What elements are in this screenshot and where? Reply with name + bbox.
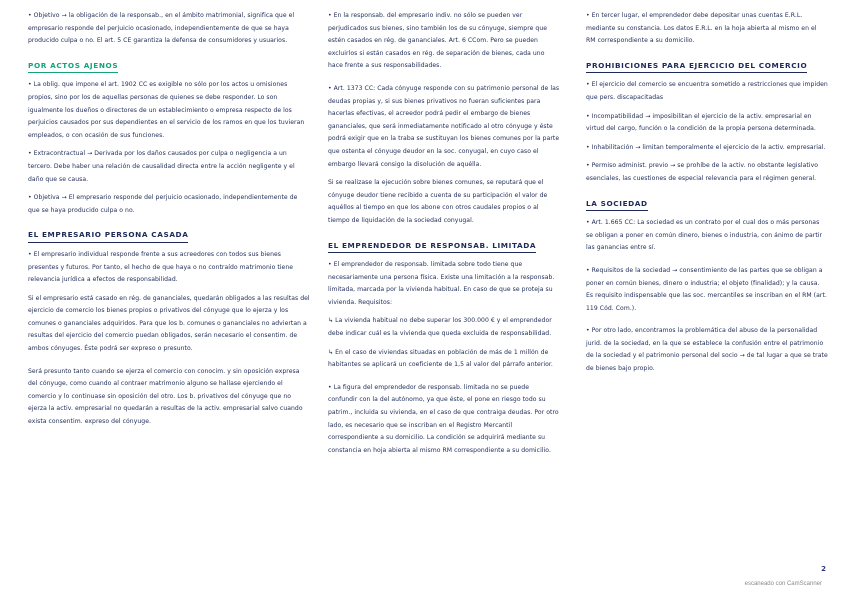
section-heading-text: EL EMPRESARIO PERSONA CASADA bbox=[28, 229, 188, 243]
paragraph: Si se realizase la ejecución sobre bienes comunes, se reputará que el cónyuge deudor tiene recibido a cuenta de su participación el valor de aquéllos al tiempo en que los abone con otros caudales propios o al tiempo de liquidación de la sociedad conyugal. bbox=[328, 179, 548, 224]
paragraph: • Incompatibilidad → imposibilitan el ejercicio de la activ. empresarial en virtud del cargo, función o la condición de la propia persona determinada. bbox=[586, 112, 816, 133]
paragraph: • Inhabilitación → limitan temporalmente el ejercicio de la activ. empresarial. bbox=[586, 143, 826, 151]
column-middle bbox=[328, 10, 560, 463]
paragraph: • Objetiva → El empresario responde del perjuicio ocasionado, independientemente de que se haya producido culpa o no. bbox=[28, 194, 298, 214]
paragraph: Será presunto tanto cuando se ejerza el comercio con conocim. y sin oposición expresa del cónyuge, como cuando al contraer matrimonio alguno se hallase ejerciendo el comercio y lo continuase sin oposición del otro. Los b. privativos del cónyuge que no ejerza la activ. empresarial no quedarán a resultas de la activ. empresarial salvo cuando exista consentim. expreso del cónyuge. bbox=[28, 367, 303, 426]
section-heading-text: PROHIBICIONES PARA EJERCICIO DEL COMERCIO bbox=[586, 60, 807, 74]
paragraph: • Art. 1.665 CC: La sociedad es un contrato por el cual dos o más personas se obligan a poner en común dinero, bienes o industria, con ánimo de partir las ganancias entre sí. bbox=[586, 219, 823, 252]
section-heading bbox=[28, 60, 310, 74]
paragraph: • El empresario individual responde frente a sus acreedores con todos sus bienes presentes y futuros. Por tanto, el hecho de que haya o no contraído matrimonio tiene relevancia jurídica a efectos de responsabilidad. bbox=[28, 250, 294, 284]
paragraph: ↳ La vivienda habitual no debe superar los 300.000 € y el emprendedor debe indicar cuál es la vivienda que queda excluida de responsabilidad. bbox=[328, 317, 552, 338]
paragraph: • Permiso administ. previo → se prohíbe de la activ. no obstante legislativo esenciales, las cuestiones de especial relevancia para el régimen general. bbox=[586, 162, 819, 182]
paragraph: • El ejercicio del comercio se encuentra sometido a restricciones que impiden que pers. discapacitadas bbox=[586, 81, 828, 101]
section-heading bbox=[586, 198, 828, 212]
section-heading-text: LA SOCIEDAD bbox=[586, 198, 648, 212]
paragraph: • Extracontractual → Derivada por los daños causados por culpa o negligencia a un tercero. Debe haber una relación de causalidad directa entre la acción negligente y el daño que se causa. bbox=[28, 150, 295, 183]
paragraph: • El emprendedor de responsab. limitada sobre todo tiene que necesariamente una persona física. Existe una limitación a la responsab. limitada, marcada por la vivienda habitual. En caso de que se proteja su vivienda. Requisitos: bbox=[328, 261, 555, 306]
paragraph: • En la responsab. del empresario indiv. no sólo se pueden ver perjudicados sus bienes, sino también los de su cónyuge, siempre que estén casados en rég. de gananciales. Art. 6 CCom. Pero se pueden excluirlos si están casados en rég. de separación de bienes, cada uno hace frente a sus responsabilidades. bbox=[328, 12, 548, 70]
paragraph: ↳ En el caso de viviendas situadas en población de más de 1 millón de habitantes se aplicará un coeficiente de 1,5 al valor del párrafo anterior. bbox=[328, 348, 553, 369]
paragraph: • La figura del emprendedor de responsab. limitada no se puede confundir con la del autónomo, ya que éste, el pone en riesgo todo su patrim., incluida su vivienda, en el caso de que contraiga deudas. Por otro lado, es necesario que se inscriban en el Registro Mercantil correspondiente a su domicilio. La condición se adquirirá mediante su constancia en hoja abierta al mismo RM correspondiente a su domicilio. bbox=[328, 383, 559, 454]
section-heading bbox=[28, 229, 310, 243]
paragraph: • Requisitos de la sociedad → consentimiento de las partes que se obligan a poner en común bienes, dinero o industria; el objeto (finalidad); y la causa. Es requisito indispensable que las soc. mercantiles se inscriban en el RM (art. 119 Cód. Com.). bbox=[586, 266, 827, 312]
section-heading bbox=[586, 60, 828, 74]
paragraph: • La oblig. que impone el art. 1902 CC es exigible no sólo por los actos u omisiones propios, sino por los de aquellas personas de quienes se debe responder. Lo son igualmente los dueños o directores de un establecimiento o empresa respecto de los perjuicios causados por sus dependientes en el servicio de los ramos en que los tuvieran empleados, o con ocasión de sus funciones. bbox=[28, 81, 305, 139]
paragraph: • Art. 1373 CC: Cada cónyuge responde con su patrimonio personal de las deudas propias y, si sus bienes privativos no fueran suficientes para hacerlas efectivas, el acreedor podrá pedir el embargo de bienes gananciales, que será inmediatamente notificado al otro cónyuge y éste podrá exigir que en la traba se sustituyan los bienes comunes por la parte que ostenta el cónyuge deudor en la soc. conyugal, en cuyo caso el embargo llevará consigo la disolución de aquélla. bbox=[328, 84, 560, 168]
section-heading-text: EL EMPRENDEDOR DE RESPONSAB. LIMITADA bbox=[328, 240, 536, 254]
section-heading bbox=[328, 240, 560, 254]
paragraph: • Por otro lado, encontramos la problemática del abuso de la personalidad jurid. de la sociedad, en la que se establece la confusión entre el patrimonio de la sociedad y el patrimonio personal del socio → de tal lugar a que se trate de bienes bajo propio. bbox=[586, 327, 828, 373]
column-right bbox=[586, 10, 828, 382]
column-left bbox=[28, 10, 310, 435]
section-heading-text: POR ACTOS AJENOS bbox=[28, 60, 118, 74]
page-number: 2 bbox=[821, 565, 826, 573]
paragraph: • En tercer lugar, el emprendedor debe depositar unas cuentas E.R.L. mediante su constancia. Los datos E.R.L. en la hoja abierta al mismo en el RM correspondiente a su domicilio. bbox=[586, 12, 817, 45]
scanner-watermark: escaneado con CamScanner bbox=[744, 581, 822, 587]
paragraph: • Objetivo → la obligación de la responsab., en el ámbito matrimonial, significa que el empresario responde del perjuicio ocasionado, independientemente de que se haya producido culpa o no. El art. 5 CE garantiza la defensa de consumidores y usuarios. bbox=[28, 12, 295, 45]
paragraph: Si el empresario está casado en rég. de gananciales, quedarán obligados a las resultas del ejercicio de comercio los bienes propios o privativos del cónyuge que lo ejerza y los comunes o gananciales adquiridos. Para que los b. comunes o gananciales no adviertan a resultas del ejercicio del comercio puedan obligados, serán necesario el consentim. de ambos cónyuges. Éste podrá ser expreso o presunto. bbox=[28, 294, 310, 353]
